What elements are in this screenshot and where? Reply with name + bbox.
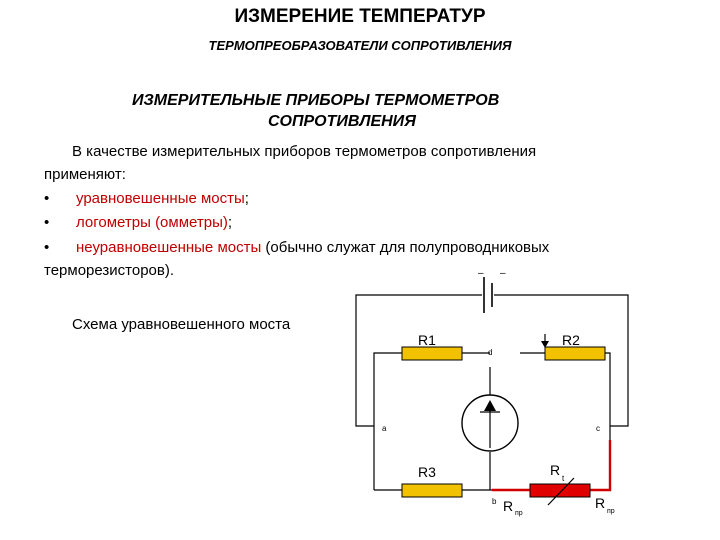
intro-line1: В качестве измерительных приборов термометров сопротивления bbox=[72, 143, 537, 160]
resistor-r1 bbox=[402, 347, 462, 360]
label-rpr-left: R bbox=[503, 498, 514, 514]
galvanometer-arrow bbox=[484, 400, 496, 411]
resistor-r2 bbox=[545, 347, 605, 360]
battery-minus-label: – bbox=[478, 268, 484, 279]
red-wire-rt-to-c bbox=[590, 440, 610, 490]
node-a-label: a bbox=[382, 424, 387, 433]
item-rest: ; bbox=[244, 190, 249, 207]
item-term: логометры (омметры) bbox=[76, 214, 228, 231]
node-b-label: b bbox=[492, 497, 497, 506]
section-heading-line2: СОПРОТИВЛЕНИЯ bbox=[268, 113, 416, 130]
node-c-label: c bbox=[596, 424, 600, 433]
label-rt: R bbox=[550, 462, 561, 478]
label-rpr-right: R bbox=[595, 495, 606, 511]
label-rpr-right-sub: пр bbox=[607, 508, 615, 515]
section-heading-line1: ИЗМЕРИТЕЛЬНЫЕ ПРИБОРЫ ТЕРМОМЕТРОВ bbox=[132, 92, 500, 109]
label-r1: R1 bbox=[418, 332, 436, 348]
item-term: неуравновешенные мосты bbox=[76, 239, 262, 256]
battery-plus-label: – bbox=[500, 268, 506, 279]
item-rest: ; bbox=[227, 214, 233, 231]
node-d-label: d bbox=[488, 348, 493, 357]
label-r3: R3 bbox=[418, 464, 436, 480]
bullet: • bbox=[44, 239, 50, 256]
resistor-rt bbox=[530, 484, 590, 497]
item-term: уравновешенные мосты bbox=[76, 190, 245, 207]
item-rest: (обычно служат для полупроводниковых bbox=[261, 239, 550, 256]
page-subtitle: ТЕРМОПРЕОБРАЗОВАТЕЛИ СОПРОТИВЛЕНИЯ bbox=[208, 38, 512, 53]
label-r2: R2 bbox=[562, 332, 580, 348]
page-title: ИЗМЕРЕНИЕ ТЕМПЕРАТУР bbox=[234, 6, 486, 27]
resistor-r3 bbox=[402, 484, 462, 497]
bullet: • bbox=[44, 190, 50, 207]
circuit-caption: Схема уравновешенного моста bbox=[72, 316, 291, 333]
bullet: • bbox=[44, 214, 50, 231]
wire-left-branch bbox=[374, 353, 402, 490]
intro-line2: применяют: bbox=[44, 166, 126, 183]
label-rpr-left-sub: пр bbox=[515, 510, 523, 517]
wire-right-branch bbox=[605, 353, 610, 440]
item3-continuation: терморезисторов). bbox=[44, 262, 175, 279]
label-rt-sub: t bbox=[562, 474, 565, 483]
